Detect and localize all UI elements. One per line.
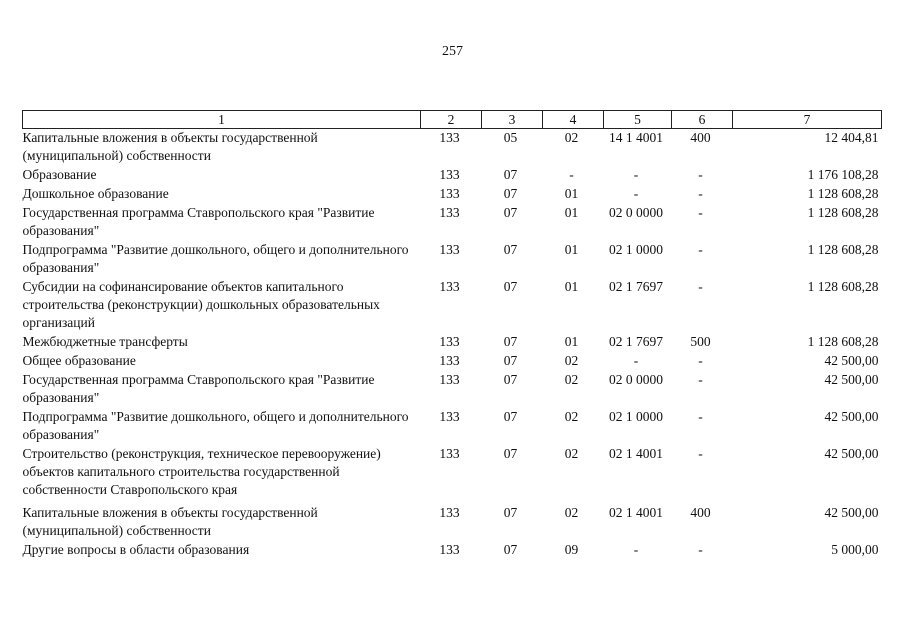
column-header: 1 [23, 111, 421, 129]
row-ministry-code: 133 [439, 186, 460, 201]
row-target-code: 02 1 4001 [609, 505, 663, 520]
row-target-code: - [633, 353, 639, 368]
row-ministry-code: 133 [439, 205, 460, 220]
row-amount: 42 500,00 [824, 372, 879, 387]
row-expense-type: - [698, 186, 703, 201]
row-description: Подпрограмма "Развитие дошкольного, общего и дополнительного образования" [22, 242, 409, 275]
row-description: Межбюджетные трансферты [22, 334, 188, 349]
row-ministry-code: 133 [439, 372, 460, 387]
row-amount: 42 500,00 [824, 505, 879, 520]
row-subsection-code: 01 [564, 334, 579, 349]
row-target-code: 14 1 4001 [609, 130, 663, 145]
row-amount: 42 500,00 [824, 353, 879, 368]
row-section-code: 07 [503, 334, 518, 349]
row-subsection-code: 01 [564, 279, 579, 294]
row-ministry-code: 133 [439, 167, 460, 182]
row-subsection-code: - [569, 167, 574, 182]
row-subsection-code: 02 [564, 505, 579, 520]
row-target-code: 02 1 0000 [609, 409, 663, 424]
table-row [23, 371, 882, 408]
row-subsection-code: 09 [564, 542, 579, 557]
table-row [23, 166, 882, 185]
table-body [23, 129, 882, 561]
row-ministry-code: 133 [439, 446, 460, 461]
row-amount: 1 128 608,28 [807, 186, 879, 201]
row-amount: 1 128 608,28 [807, 279, 879, 294]
row-ministry-code: 133 [439, 353, 460, 368]
row-section-code: 07 [503, 505, 518, 520]
row-section-code: 07 [503, 242, 518, 257]
row-expense-type: - [698, 353, 703, 368]
row-amount: 1 128 608,28 [807, 205, 879, 220]
row-description: Государственная программа Ставропольского края "Развитие образования" [22, 205, 375, 238]
row-expense-type: - [698, 372, 703, 387]
row-amount: 5 000,00 [831, 542, 879, 557]
row-subsection-code: 02 [564, 446, 579, 461]
row-amount: 12 404,81 [824, 130, 879, 145]
row-description: Образование [22, 167, 97, 182]
row-description: Дошкольное образование [22, 186, 169, 201]
row-expense-type: - [698, 167, 703, 182]
row-expense-type: 400 [690, 505, 711, 520]
row-target-code: - [633, 186, 639, 201]
row-section-code: 07 [503, 186, 518, 201]
row-description: Другие вопросы в области образования [22, 542, 250, 557]
row-amount: 1 128 608,28 [807, 334, 879, 349]
row-subsection-code: 02 [564, 409, 579, 424]
row-amount: 1 176 108,28 [807, 167, 879, 182]
row-subsection-code: 02 [564, 353, 579, 368]
row-subsection-code: 01 [564, 186, 579, 201]
column-header: 7 [733, 111, 882, 129]
table-row [23, 278, 882, 333]
column-header: 4 [543, 111, 604, 129]
row-expense-type: 400 [690, 130, 711, 145]
row-subsection-code: 02 [564, 130, 579, 145]
row-description: Государственная программа Ставропольского края "Развитие образования" [22, 372, 375, 405]
row-target-code: 02 1 7697 [609, 334, 663, 349]
row-description: Субсидии на софинансирование объектов капитального строительства (реконструкции) дошкольных образовательных организаций [22, 279, 380, 330]
row-section-code: 07 [503, 353, 518, 368]
row-description: Подпрограмма "Развитие дошкольного, общего и дополнительного образования" [22, 409, 409, 442]
row-section-code: 07 [503, 205, 518, 220]
row-target-code: 02 0 0000 [609, 372, 663, 387]
table-row [23, 500, 882, 541]
column-header: 6 [672, 111, 733, 129]
row-section-code: 07 [503, 279, 518, 294]
row-expense-type: - [698, 542, 703, 557]
row-subsection-code: 01 [564, 205, 579, 220]
row-expense-type: - [698, 446, 703, 461]
row-amount: 1 128 608,28 [807, 242, 879, 257]
column-header: 2 [421, 111, 482, 129]
row-amount: 42 500,00 [824, 409, 879, 424]
row-expense-type: 500 [690, 334, 711, 349]
row-target-code: 02 0 0000 [609, 205, 663, 220]
table-row [23, 129, 882, 167]
page-number: 257 [442, 44, 463, 59]
table-row [23, 408, 882, 445]
row-target-code: - [633, 167, 639, 182]
row-subsection-code: 02 [564, 372, 579, 387]
row-expense-type: - [698, 409, 703, 424]
row-section-code: 07 [503, 167, 518, 182]
row-ministry-code: 133 [439, 505, 460, 520]
column-header: 5 [604, 111, 672, 129]
row-section-code: 07 [503, 409, 518, 424]
table-row [23, 185, 882, 204]
row-target-code: - [633, 542, 639, 557]
row-target-code: 02 1 4001 [609, 446, 663, 461]
row-description: Капитальные вложения в объекты государственной (муниципальной) собственности [22, 130, 318, 163]
row-section-code: 07 [503, 542, 518, 557]
row-target-code: 02 1 0000 [609, 242, 663, 257]
row-section-code: 05 [503, 130, 518, 145]
row-expense-type: - [698, 242, 703, 257]
row-description: Строительство (реконструкция, техническое перевооружение) объектов капитального строительства государственной собственности Ставропольского края [22, 446, 381, 497]
row-ministry-code: 133 [439, 242, 460, 257]
table-row [23, 204, 882, 241]
row-section-code: 07 [503, 446, 518, 461]
row-ministry-code: 133 [439, 279, 460, 294]
table-row [23, 333, 882, 352]
row-section-code: 07 [503, 372, 518, 387]
row-ministry-code: 133 [439, 334, 460, 349]
row-description: Капитальные вложения в объекты государственной (муниципальной) собственности [22, 505, 318, 538]
budget-table [22, 110, 882, 560]
table-row [23, 352, 882, 371]
row-ministry-code: 133 [439, 409, 460, 424]
row-amount: 42 500,00 [824, 446, 879, 461]
row-expense-type: - [698, 279, 703, 294]
row-ministry-code: 133 [439, 542, 460, 557]
row-ministry-code: 133 [439, 130, 460, 145]
row-target-code: 02 1 7697 [609, 279, 663, 294]
table-header-row [23, 111, 882, 129]
row-expense-type: - [698, 205, 703, 220]
table-row [23, 541, 882, 560]
row-subsection-code: 01 [564, 242, 579, 257]
column-header: 3 [482, 111, 543, 129]
row-description: Общее образование [22, 353, 136, 368]
table-row [23, 445, 882, 500]
table-row [23, 241, 882, 278]
